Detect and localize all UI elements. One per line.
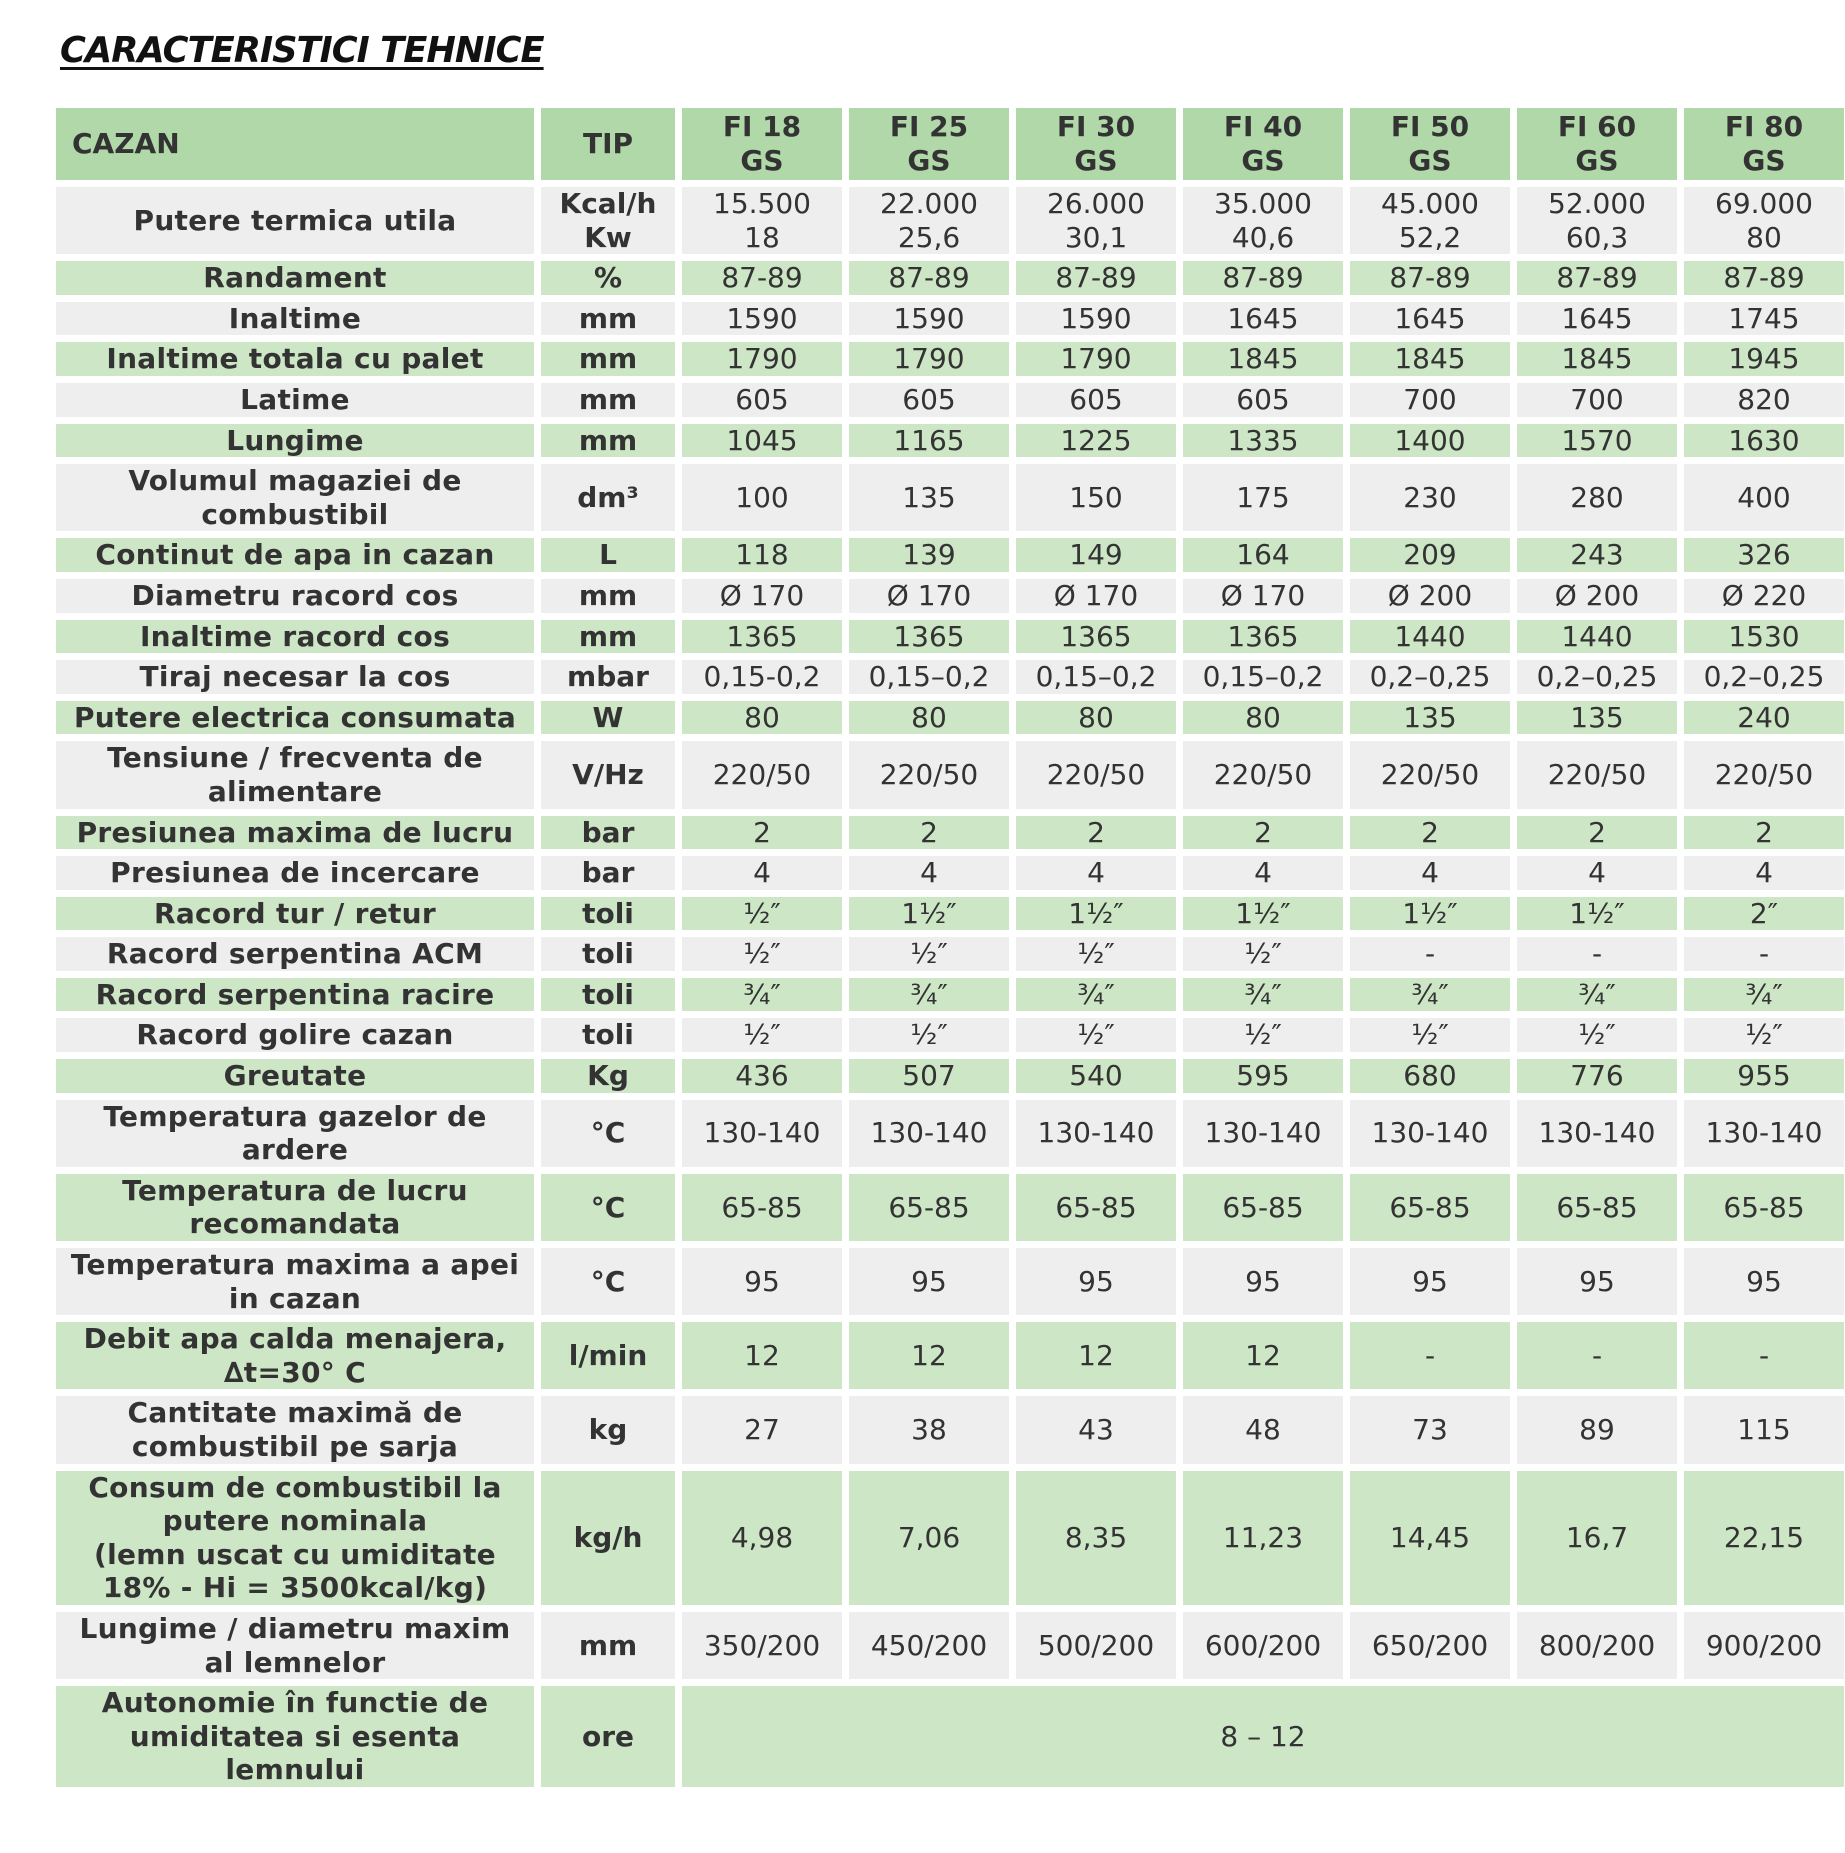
row-label: Racord tur / retur (56, 897, 534, 931)
table-row (56, 1174, 1844, 1241)
row-label: Inaltime racord cos (56, 620, 534, 654)
row-value: 650/200 (1350, 1612, 1510, 1679)
table-row (56, 1248, 1844, 1315)
table-row (56, 1396, 1844, 1463)
row-value: 80 (682, 701, 842, 735)
row-value: 220/50 (682, 741, 842, 808)
header-model: FI 80 GS (1684, 108, 1844, 180)
row-value: 595 (1183, 1059, 1343, 1093)
row-value: 130-140 (1517, 1100, 1677, 1167)
row-value: 1½″ (1183, 897, 1343, 931)
row-value: 14,45 (1350, 1471, 1510, 1605)
row-label: Latime (56, 383, 534, 417)
header-model: FI 18 GS (682, 108, 842, 180)
row-value: 1790 (849, 342, 1009, 376)
row-label: Volumul magaziei de combustibil (56, 464, 534, 531)
row-value: ½″ (849, 1018, 1009, 1052)
row-value: Ø 170 (849, 579, 1009, 613)
row-value: ¾″ (1183, 978, 1343, 1012)
row-value: 130-140 (682, 1100, 842, 1167)
row-value: 87-89 (849, 261, 1009, 295)
row-label: Temperatura maxima a apei in cazan (56, 1248, 534, 1315)
table-row (56, 660, 1844, 694)
row-value: 350/200 (682, 1612, 842, 1679)
table-row (56, 579, 1844, 613)
row-value: 130-140 (1016, 1100, 1176, 1167)
row-value: 900/200 (1684, 1612, 1844, 1679)
row-value: 1365 (849, 620, 1009, 654)
row-value: 280 (1517, 464, 1677, 531)
row-label: Putere electrica consumata (56, 701, 534, 735)
table-row (56, 1100, 1844, 1167)
row-value: 1½″ (1350, 897, 1510, 931)
row-value: 230 (1350, 464, 1510, 531)
row-value: 605 (1016, 383, 1176, 417)
row-label: Putere termica utila (56, 187, 534, 254)
row-label: Lungime / diametru maxim al lemnelor (56, 1612, 534, 1679)
row-label: Cantitate maximă de combustibil pe sarja (56, 1396, 534, 1463)
table-row (56, 816, 1844, 850)
row-value: 1225 (1016, 424, 1176, 458)
row-value: 0,2–0,25 (1684, 660, 1844, 694)
table-row (56, 1686, 1844, 1787)
row-value: Ø 170 (682, 579, 842, 613)
row-unit: mm (541, 424, 675, 458)
row-value: 69.000 80 (1684, 187, 1844, 254)
row-unit: °C (541, 1248, 675, 1315)
row-unit: kg/h (541, 1471, 675, 1605)
row-value: 1945 (1684, 342, 1844, 376)
row-value: 220/50 (1183, 741, 1343, 808)
row-value: 507 (849, 1059, 1009, 1093)
row-value: 87-89 (1517, 261, 1677, 295)
row-value: 135 (1350, 701, 1510, 735)
row-value: 43 (1016, 1396, 1176, 1463)
table-row (56, 741, 1844, 808)
row-value: 400 (1684, 464, 1844, 531)
row-unit: mm (541, 342, 675, 376)
row-value: 1½″ (1016, 897, 1176, 931)
row-value: 500/200 (1016, 1612, 1176, 1679)
row-value: 80 (1183, 701, 1343, 735)
row-value: 2 (1517, 816, 1677, 850)
row-label: Consum de combustibil la putere nominala (lemn uscat cu umiditate 18% - Hi = 3500kcal/kg) (56, 1471, 534, 1605)
row-value: 4 (682, 856, 842, 890)
row-value: 800/200 (1517, 1612, 1677, 1679)
table-row (56, 302, 1844, 336)
row-value: 0,2–0,25 (1517, 660, 1677, 694)
row-value: 95 (849, 1248, 1009, 1315)
row-value: ½″ (1183, 937, 1343, 971)
row-value: 1845 (1517, 342, 1677, 376)
row-value: 95 (682, 1248, 842, 1315)
row-value: Ø 170 (1016, 579, 1176, 613)
row-value: 48 (1183, 1396, 1343, 1463)
row-value: 35.000 40,6 (1183, 187, 1343, 254)
row-label: Tensiune / frecventa de alimentare (56, 741, 534, 808)
row-value: 12 (1016, 1322, 1176, 1389)
row-value: 139 (849, 538, 1009, 572)
table-row (56, 261, 1844, 295)
row-value: 130-140 (1684, 1100, 1844, 1167)
row-value: 1630 (1684, 424, 1844, 458)
row-value: 4 (1183, 856, 1343, 890)
table-row (56, 464, 1844, 531)
row-unit: mm (541, 620, 675, 654)
row-value: 243 (1517, 538, 1677, 572)
row-value: 100 (682, 464, 842, 531)
row-label: Tiraj necesar la cos (56, 660, 534, 694)
row-unit: toli (541, 1018, 675, 1052)
row-value: 4 (1684, 856, 1844, 890)
row-value: 12 (682, 1322, 842, 1389)
row-label: Temperatura de lucru recomandata (56, 1174, 534, 1241)
row-value: 680 (1350, 1059, 1510, 1093)
row-unit: mbar (541, 660, 675, 694)
row-value: ¾″ (849, 978, 1009, 1012)
row-label: Lungime (56, 424, 534, 458)
row-value: 700 (1350, 383, 1510, 417)
row-value: ¾″ (1684, 978, 1844, 1012)
row-value: 955 (1684, 1059, 1844, 1093)
row-value: ½″ (1684, 1018, 1844, 1052)
row-value: 2 (1684, 816, 1844, 850)
row-unit: dm³ (541, 464, 675, 531)
header-model: FI 40 GS (1183, 108, 1343, 180)
row-value: 95 (1350, 1248, 1510, 1315)
page-title: CARACTERISTICI TEHNICE (60, 30, 544, 71)
row-value: 1365 (1183, 620, 1343, 654)
table-row (56, 1018, 1844, 1052)
row-value: 87-89 (1016, 261, 1176, 295)
row-value: 149 (1016, 538, 1176, 572)
row-value: 135 (1517, 701, 1677, 735)
row-value: 1½″ (849, 897, 1009, 931)
row-value: 80 (849, 701, 1009, 735)
specifications-table (49, 101, 1845, 1794)
row-unit: ore (541, 1686, 675, 1787)
row-value: 2 (1183, 816, 1343, 850)
row-value: 65-85 (849, 1174, 1009, 1241)
row-value: 12 (1183, 1322, 1343, 1389)
row-unit: °C (541, 1100, 675, 1167)
row-value: 1165 (849, 424, 1009, 458)
row-value: 65-85 (1350, 1174, 1510, 1241)
row-value: 605 (682, 383, 842, 417)
row-value: 95 (1183, 1248, 1343, 1315)
row-unit: toli (541, 937, 675, 971)
row-value: 12 (849, 1322, 1009, 1389)
row-value: 65-85 (1183, 1174, 1343, 1241)
row-unit: l/min (541, 1322, 675, 1389)
row-value: 776 (1517, 1059, 1677, 1093)
row-label: Racord serpentina racire (56, 978, 534, 1012)
table-row (56, 978, 1844, 1012)
row-value: 450/200 (849, 1612, 1009, 1679)
row-label: Inaltime (56, 302, 534, 336)
row-value: 73 (1350, 1396, 1510, 1463)
row-value: 220/50 (1684, 741, 1844, 808)
row-value: 115 (1684, 1396, 1844, 1463)
row-label: Continut de apa in cazan (56, 538, 534, 572)
row-value: 87-89 (1350, 261, 1510, 295)
row-value: 436 (682, 1059, 842, 1093)
table-header-row (56, 108, 1844, 180)
row-value: 45.000 52,2 (1350, 187, 1510, 254)
row-value: 4 (1350, 856, 1510, 890)
table-row (56, 620, 1844, 654)
row-value: - (1350, 1322, 1510, 1389)
table-row (56, 342, 1844, 376)
row-value: 0,15–0,2 (1016, 660, 1176, 694)
row-value: 1570 (1517, 424, 1677, 458)
header-unit: TIP (541, 108, 675, 180)
row-value: 540 (1016, 1059, 1176, 1093)
row-value: 7,06 (849, 1471, 1009, 1605)
row-value: 1365 (682, 620, 842, 654)
table-row (56, 937, 1844, 971)
row-value: - (1517, 937, 1677, 971)
row-value: ¾″ (1016, 978, 1176, 1012)
row-value: 1790 (1016, 342, 1176, 376)
row-value: 1845 (1350, 342, 1510, 376)
row-label: Racord golire cazan (56, 1018, 534, 1052)
row-value: ½″ (1016, 937, 1176, 971)
header-model: FI 25 GS (849, 108, 1009, 180)
row-value: 80 (1016, 701, 1176, 735)
row-value: 0,15–0,2 (1183, 660, 1343, 694)
row-value: 220/50 (1350, 741, 1510, 808)
row-unit: Kg (541, 1059, 675, 1093)
row-value: 175 (1183, 464, 1343, 531)
header-model: FI 50 GS (1350, 108, 1510, 180)
header-model: FI 30 GS (1016, 108, 1176, 180)
header-model: FI 60 GS (1517, 108, 1677, 180)
table-row (56, 1322, 1844, 1389)
row-value: ½″ (1016, 1018, 1176, 1052)
row-value: 605 (849, 383, 1009, 417)
row-unit: °C (541, 1174, 675, 1241)
row-value: ½″ (682, 937, 842, 971)
row-value: 220/50 (849, 741, 1009, 808)
row-value: Ø 200 (1517, 579, 1677, 613)
row-value: 130-140 (1183, 1100, 1343, 1167)
row-label: Greutate (56, 1059, 534, 1093)
table-row (56, 187, 1844, 254)
row-unit: L (541, 538, 675, 572)
row-value: 8,35 (1016, 1471, 1176, 1605)
row-value: - (1517, 1322, 1677, 1389)
row-unit: bar (541, 856, 675, 890)
row-value: 2 (1350, 816, 1510, 850)
row-unit: bar (541, 816, 675, 850)
row-value: ½″ (682, 897, 842, 931)
table-row (56, 1471, 1844, 1605)
row-value: 600/200 (1183, 1612, 1343, 1679)
row-unit: mm (541, 579, 675, 613)
row-value: ¾″ (1350, 978, 1510, 1012)
row-value: 0,15-0,2 (682, 660, 842, 694)
row-value: 2 (1016, 816, 1176, 850)
row-value: - (1684, 937, 1844, 971)
row-value: 4 (1517, 856, 1677, 890)
row-value: 130-140 (849, 1100, 1009, 1167)
row-value: ½″ (682, 1018, 842, 1052)
row-value: 209 (1350, 538, 1510, 572)
row-value: 2 (682, 816, 842, 850)
row-value: 65-85 (1684, 1174, 1844, 1241)
row-value: 52.000 60,3 (1517, 187, 1677, 254)
row-value: 1745 (1684, 302, 1844, 336)
row-value: Ø 220 (1684, 579, 1844, 613)
row-value: 1590 (849, 302, 1009, 336)
table-row (56, 383, 1844, 417)
row-value: 150 (1016, 464, 1176, 531)
row-unit: mm (541, 383, 675, 417)
row-value: ½″ (849, 937, 1009, 971)
row-value: 11,23 (1183, 1471, 1343, 1605)
row-value: - (1684, 1322, 1844, 1389)
row-value: 15.500 18 (682, 187, 842, 254)
row-value: 65-85 (1517, 1174, 1677, 1241)
row-value: ½″ (1517, 1018, 1677, 1052)
row-value: 2″ (1684, 897, 1844, 931)
row-value: ½″ (1183, 1018, 1343, 1052)
row-label: Inaltime totala cu palet (56, 342, 534, 376)
row-value: Ø 170 (1183, 579, 1343, 613)
row-value: 1440 (1350, 620, 1510, 654)
row-value: 65-85 (682, 1174, 842, 1241)
row-value: 0,15–0,2 (849, 660, 1009, 694)
row-label: Presiunea maxima de lucru (56, 816, 534, 850)
row-unit: kg (541, 1396, 675, 1463)
row-value: 95 (1517, 1248, 1677, 1315)
row-label: Debit apa calda menajera, ∆t=30° C (56, 1322, 534, 1389)
row-value: 4 (849, 856, 1009, 890)
row-label: Temperatura gazelor de ardere (56, 1100, 534, 1167)
row-value: 240 (1684, 701, 1844, 735)
row-label: Autonomie în functie de umiditatea si esenta lemnului (56, 1686, 534, 1787)
table-row (56, 1612, 1844, 1679)
row-value: 1845 (1183, 342, 1343, 376)
row-label: Diametru racord cos (56, 579, 534, 613)
row-value: 118 (682, 538, 842, 572)
row-value: 87-89 (1183, 261, 1343, 295)
row-value: 22.000 25,6 (849, 187, 1009, 254)
row-value: 4 (1016, 856, 1176, 890)
row-unit: mm (541, 302, 675, 336)
row-value: 26.000 30,1 (1016, 187, 1176, 254)
row-value: 130-140 (1350, 1100, 1510, 1167)
row-value: 135 (849, 464, 1009, 531)
row-value: 27 (682, 1396, 842, 1463)
row-value: 65-85 (1016, 1174, 1176, 1241)
row-value: 220/50 (1016, 741, 1176, 808)
row-value: 2 (849, 816, 1009, 850)
row-value: 820 (1684, 383, 1844, 417)
row-value: 1590 (1016, 302, 1176, 336)
row-value: 1530 (1684, 620, 1844, 654)
row-value: 1645 (1183, 302, 1343, 336)
row-value: 16,7 (1517, 1471, 1677, 1605)
row-value: 1790 (682, 342, 842, 376)
row-value: 1590 (682, 302, 842, 336)
row-value: 220/50 (1517, 741, 1677, 808)
row-value: 1365 (1016, 620, 1176, 654)
row-value: ½″ (1350, 1018, 1510, 1052)
row-value: 8 – 12 (682, 1686, 1844, 1787)
row-value: ¾″ (1517, 978, 1677, 1012)
table-row (56, 424, 1844, 458)
row-unit: toli (541, 978, 675, 1012)
row-value: 605 (1183, 383, 1343, 417)
row-value: ¾″ (682, 978, 842, 1012)
row-value: 326 (1684, 538, 1844, 572)
row-value: 38 (849, 1396, 1009, 1463)
table-row (56, 701, 1844, 735)
row-unit: Kcal/h Kw (541, 187, 675, 254)
row-value: 700 (1517, 383, 1677, 417)
row-value: 0,2–0,25 (1350, 660, 1510, 694)
row-value: 87-89 (682, 261, 842, 295)
row-unit: V/Hz (541, 741, 675, 808)
table-row (56, 1059, 1844, 1093)
row-unit: mm (541, 1612, 675, 1679)
row-unit: toli (541, 897, 675, 931)
header-label: CAZAN (56, 108, 534, 180)
row-value: 1440 (1517, 620, 1677, 654)
row-value: 164 (1183, 538, 1343, 572)
row-value: Ø 200 (1350, 579, 1510, 613)
table-row (56, 897, 1844, 931)
row-value: 1½″ (1517, 897, 1677, 931)
table-row (56, 856, 1844, 890)
row-value: 95 (1016, 1248, 1176, 1315)
row-value: 1645 (1517, 302, 1677, 336)
row-unit: % (541, 261, 675, 295)
row-label: Racord serpentina ACM (56, 937, 534, 971)
row-value: 87-89 (1684, 261, 1844, 295)
row-value: 4,98 (682, 1471, 842, 1605)
row-value: 89 (1517, 1396, 1677, 1463)
row-value: 1645 (1350, 302, 1510, 336)
row-value: 1400 (1350, 424, 1510, 458)
row-value: - (1350, 937, 1510, 971)
row-value: 1335 (1183, 424, 1343, 458)
row-value: 1045 (682, 424, 842, 458)
row-unit: W (541, 701, 675, 735)
row-value: 22,15 (1684, 1471, 1844, 1605)
row-value: 95 (1684, 1248, 1844, 1315)
row-label: Randament (56, 261, 534, 295)
table-row (56, 538, 1844, 572)
row-label: Presiunea de incercare (56, 856, 534, 890)
